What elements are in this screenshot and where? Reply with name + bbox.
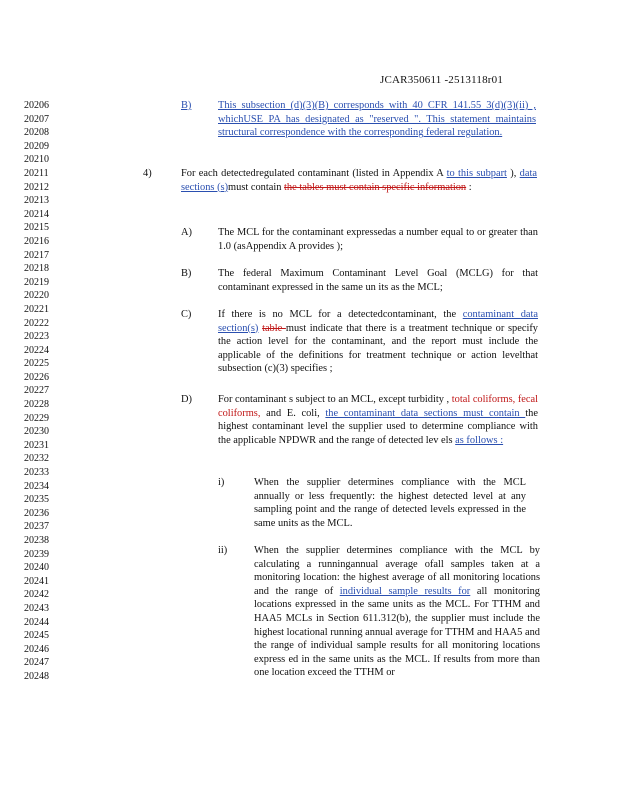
line-number: 20231 <box>24 439 49 451</box>
line-number: 20248 <box>24 670 49 682</box>
subsection-b-text: This subsection (d)(3)(B) corresponds with 40 CFR 141.55 3(d)(3)(ii) , whichUSE PA has designated as "reserved ". This statement maintains structural correspondence with the corresponding federal regulation. <box>218 100 536 139</box>
line-number: 20237 <box>24 521 49 533</box>
line-number: 20215 <box>24 222 49 234</box>
item-a-label: A) <box>181 227 192 238</box>
item-d-ii-label: ii) <box>218 545 228 556</box>
document-header: JCAR350611 -2513118r01 <box>380 74 504 86</box>
line-number: 20239 <box>24 548 49 560</box>
line-number: 20212 <box>24 181 49 193</box>
line-number: 20223 <box>24 331 49 343</box>
item-b-text: The federal Maximum Contaminant Level Goal (MCLG) for that contaminant expressed in the same un its as the MCL; <box>218 268 538 293</box>
line-number: 20240 <box>24 562 49 574</box>
line-number: 20236 <box>24 507 49 519</box>
line-number: 20241 <box>24 575 49 587</box>
item-4-label: 4) <box>143 168 152 179</box>
line-number: 20232 <box>24 453 49 465</box>
line-number: 20217 <box>24 249 49 261</box>
line-number: 20242 <box>24 589 49 601</box>
line-number: 20219 <box>24 276 49 288</box>
line-number: 20221 <box>24 303 49 315</box>
line-number: 20228 <box>24 399 49 411</box>
line-number: 20233 <box>24 467 49 479</box>
line-number: 20226 <box>24 371 49 383</box>
item-c-label: C) <box>181 309 192 320</box>
line-number: 20234 <box>24 480 49 492</box>
item-d-i-label: i) <box>218 477 225 488</box>
item-d-text: For contaminant s subject to an MCL, except turbidity , total coliforms, fecal coliforms, and E. coli, the contaminant data sections must contain the highest contaminant level the supplier used to determine compliance with the applicable NPDWR and the range of detected lev els as follows : <box>218 394 539 446</box>
item-d-ii-text: When the supplier determines compliance with the MCL by calculating a runningannual average ofall samples taken at a monitoring location: the highest average of all monitoring locations and the range of individual sample results for all monitoring locations expressed in the same units as the MCL. For TTHM and HAA5 MCLs in Section 611.312(b), the supplier must include the highest locational running annual average for TTHM and HAA5 and the range of individual sample results for all monitoring locations express ed in the same units as the MCL. If results from more than one location exceed the TTHM or <box>254 545 540 679</box>
line-number: 20224 <box>24 344 49 356</box>
line-number: 20238 <box>24 535 49 546</box>
line-number: 20222 <box>24 317 49 329</box>
item-d-label: D) <box>181 394 192 405</box>
item-d-i-text: When the supplier determines compliance with the MCL annually or less frequently: the highest detected level at any sampling point and the range of detected levels expressed in the same units as the MCL. <box>254 477 526 529</box>
line-number: 20227 <box>24 385 49 397</box>
line-number: 20209 <box>24 140 49 152</box>
subsection-b-label: B) <box>181 100 192 111</box>
line-number-column <box>24 99 49 684</box>
item-c-text: If there is no MCL for a detectedcontaminant, the contaminant data section(s) table must indicate that there is a treatment technique or specify the action level for the contaminant, and the report must include the applicable of the definitions for treatment technique or action levelthat subsection (c)(3) specifies ; <box>218 309 539 375</box>
line-number: 20247 <box>24 657 49 669</box>
line-number: 20213 <box>24 195 49 207</box>
line-number: 20245 <box>24 630 49 642</box>
line-number: 20207 <box>24 113 49 125</box>
item-a-text: The MCL for the contaminant expressedas a number equal to or greater than 1.0 (asAppendix A provides ); <box>218 227 538 252</box>
line-number: 20229 <box>24 412 49 424</box>
line-number: 20211 <box>24 167 49 179</box>
line-number: 20214 <box>24 208 49 220</box>
item-4-text: For each detectedregulated contaminant (listed in Appendix A to this subpart ), data sections (s)must contain the tables must contain specific information : <box>181 168 537 193</box>
line-number: 20208 <box>24 127 49 139</box>
item-b-label: B) <box>181 268 192 279</box>
line-number: 20246 <box>24 643 49 655</box>
line-number: 20220 <box>24 290 49 302</box>
line-number: 20244 <box>24 616 49 628</box>
line-number: 20230 <box>24 426 49 438</box>
line-number: 20225 <box>24 358 49 370</box>
line-number: 20206 <box>24 100 49 111</box>
line-number: 20243 <box>24 602 49 614</box>
line-number: 20235 <box>24 494 49 506</box>
line-number: 20216 <box>24 235 49 247</box>
line-number: 20218 <box>24 263 49 275</box>
line-number: 20210 <box>24 154 49 166</box>
